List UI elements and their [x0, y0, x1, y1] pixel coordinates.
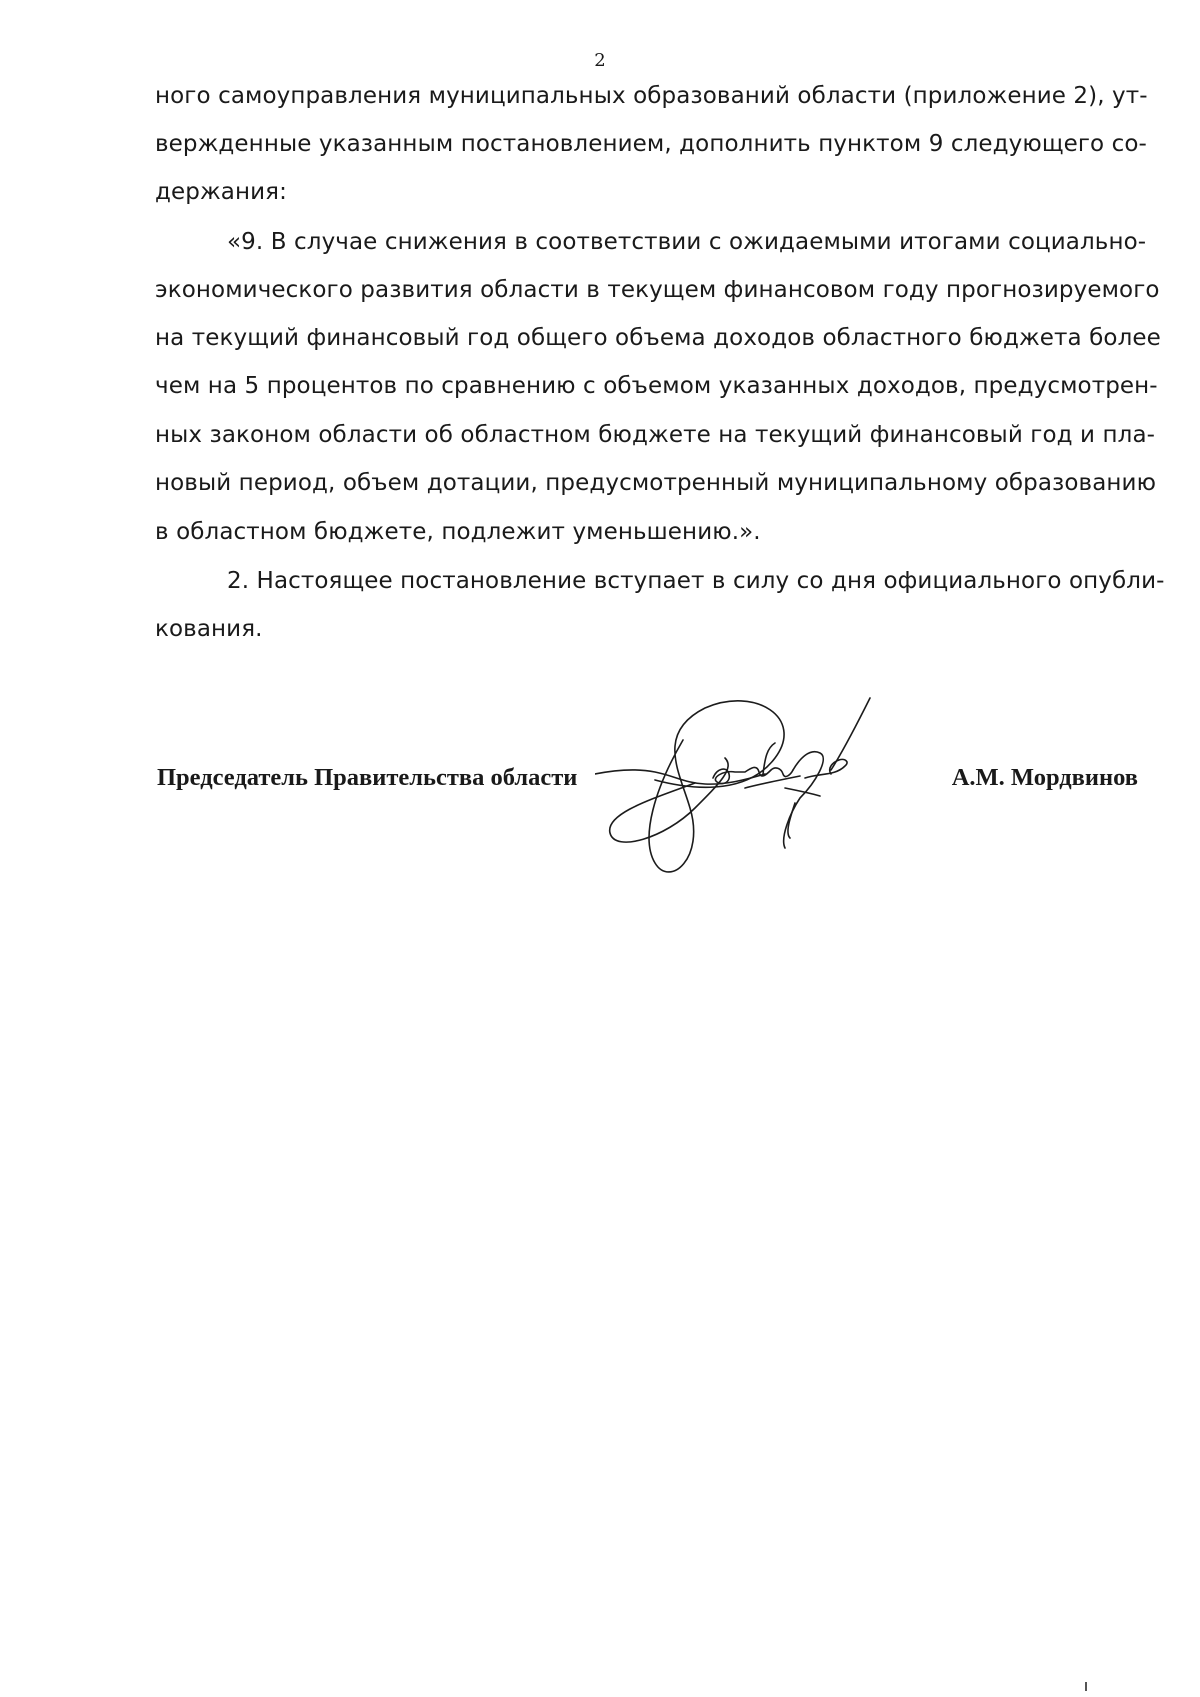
text-line-9: новый период, объем дотации, предусмотренный муниципальному образованию — [155, 470, 1157, 496]
signer-name: А.М. Мордвинов — [951, 764, 1138, 791]
text-line-5: экономического развития области в текущем финансовом году прогнозируемого — [155, 277, 1160, 303]
text-line-6: на текущий финансовый год общего объема доходов областного бюджета более — [155, 325, 1161, 351]
text-line-10: в областном бюджете, подлежит уменьшению.». — [155, 519, 761, 545]
text-line-1: ного самоуправления муниципальных образований области (приложение 2), ут- — [155, 83, 1148, 109]
page-number: 2 — [594, 50, 606, 71]
text-line-7: чем на 5 процентов по сравнению с объемом указанных доходов, предусмотрен- — [155, 373, 1158, 399]
text-line-2: вержденные указанным постановлением, дополнить пунктом 9 следующего со- — [155, 131, 1147, 157]
text-line-11: 2. Настоящее постановление вступает в силу со дня официального опубли- — [227, 568, 1165, 594]
scan-edge-mark — [1085, 1682, 1087, 1691]
signer-title: Председатель Правительства области — [157, 764, 578, 791]
text-line-4: «9. В случае снижения в соответствии с ожидаемыми итогами социально- — [227, 229, 1147, 255]
text-line-3: держания: — [155, 179, 287, 205]
text-line-12: кования. — [155, 616, 263, 642]
text-line-8: ных законом области об областном бюджете на текущий финансовый год и пла- — [155, 422, 1156, 448]
handwritten-signature — [595, 688, 910, 898]
